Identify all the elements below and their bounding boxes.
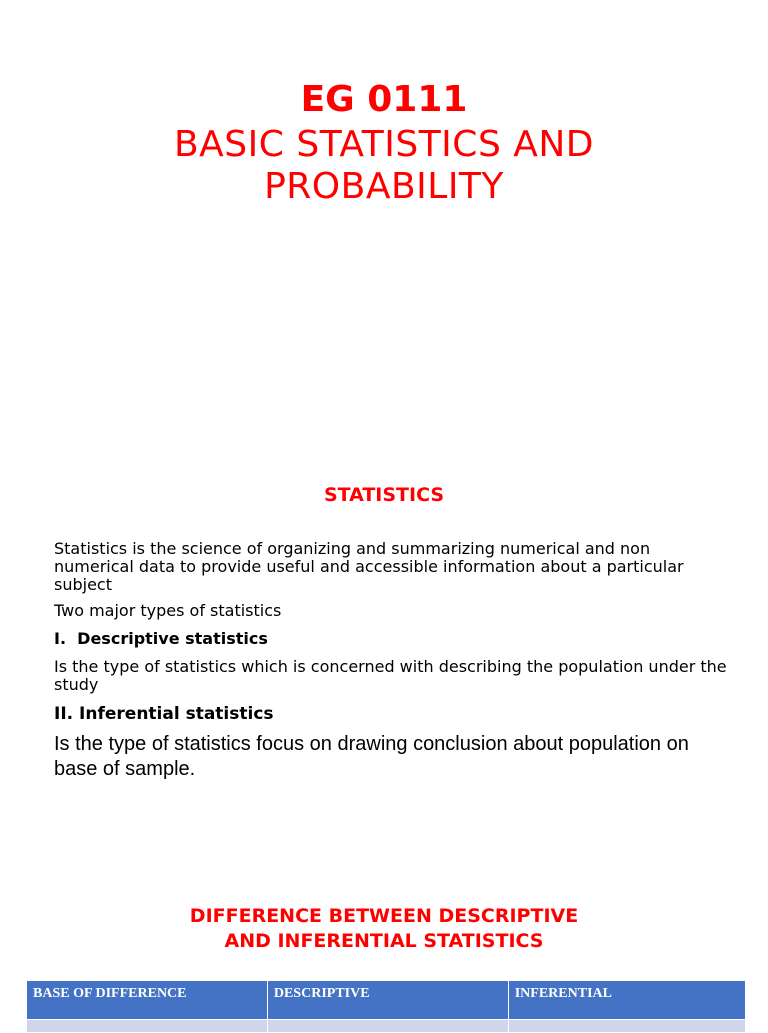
type-heading-inferential: II. Inferential statistics	[54, 704, 274, 724]
type-numeral: I	[54, 629, 60, 648]
statistics-heading: STATISTICS	[323, 484, 445, 506]
table-cell	[267, 1020, 508, 1033]
header-descriptive: DESCRIPTIVE	[267, 981, 508, 1020]
table-cell	[508, 1020, 745, 1033]
type-description-inferential: Is the type of statistics focus on drawing conclusion about population on base of sample.	[54, 733, 689, 780]
title-block	[0, 76, 768, 208]
difference-heading-line2: AND INFERENTIAL STATISTICS	[224, 930, 544, 952]
header-inferential: INFERENTIAL	[508, 981, 745, 1020]
table-row	[27, 1020, 746, 1033]
difference-table	[26, 980, 746, 1033]
course-code: EG 0111	[300, 79, 468, 120]
statistics-definition: Statistics is the science of organizing and summarizing numerical and non numerical data to provide useful and accessible information about a particular subject	[54, 539, 684, 594]
type-numeral: II	[54, 704, 67, 724]
table-cell	[27, 1020, 268, 1033]
table-header-row	[27, 981, 746, 1020]
header-base-of-difference: BASE OF DIFFERENCE	[27, 981, 268, 1020]
course-title-line1: BASIC STATISTICS AND	[173, 124, 595, 165]
statistics-content	[54, 540, 734, 782]
type-heading-descriptive: I. Descriptive statistics	[54, 629, 268, 648]
difference-heading-line1: DIFFERENCE BETWEEN DESCRIPTIVE	[189, 905, 579, 927]
course-title-line2: PROBABILITY	[264, 166, 504, 207]
statistics-intro: Two major types of statistics	[54, 601, 282, 620]
type-description-descriptive: Is the type of statistics which is concerned with describing the population under the study	[54, 657, 727, 694]
type-name: Inferential statistics	[79, 704, 274, 724]
type-name: Descriptive statistics	[77, 629, 268, 648]
difference-heading	[0, 904, 768, 954]
